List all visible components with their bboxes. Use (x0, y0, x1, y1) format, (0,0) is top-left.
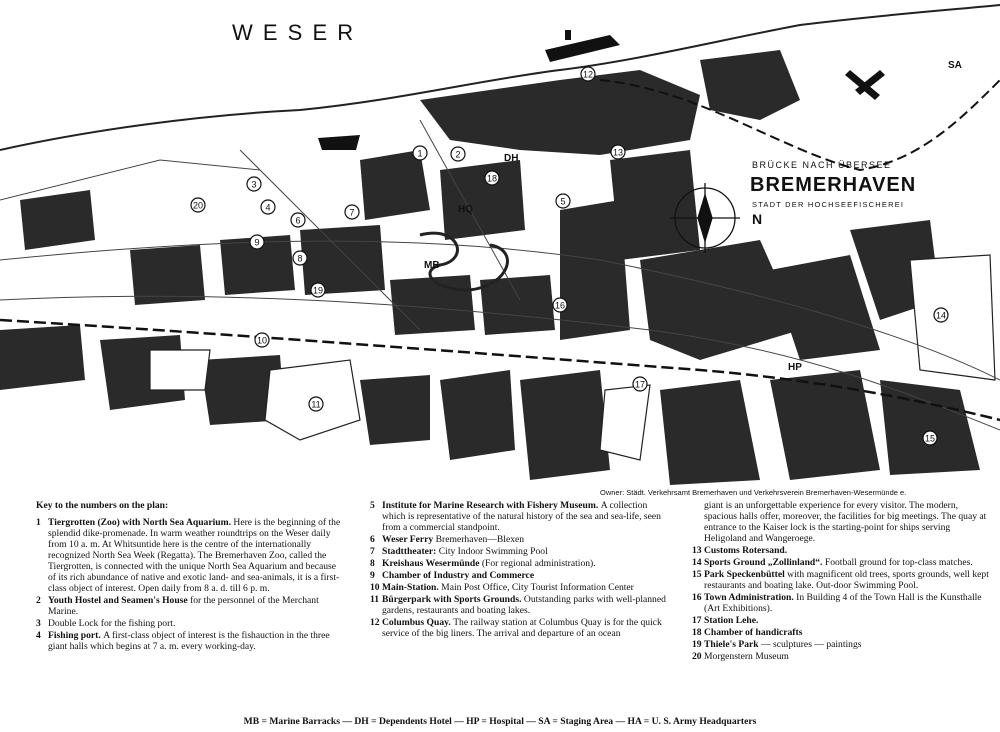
key-entry-name: Park Speckenbüttel (704, 569, 788, 580)
key-entry (370, 500, 670, 533)
key-entry-number: 3 (36, 618, 41, 629)
key-entry-description: Main Post Office, City Tourist Information Center (441, 582, 634, 593)
key-entry-text (48, 630, 341, 652)
key-entry-text (48, 517, 341, 594)
key-entry (692, 569, 992, 591)
key-entry-description: (For regional administration). (481, 558, 596, 569)
key-column-2 (370, 500, 670, 640)
key-column-3 (692, 500, 992, 663)
key-entry-text (704, 545, 787, 556)
key-entry-number: 9 (370, 570, 375, 581)
key-entry (36, 618, 341, 629)
key-entry (36, 630, 341, 652)
key-entry-name: Tiergrotten (Zoo) with North Sea Aquarium. (48, 517, 234, 528)
key-entry-text (704, 500, 992, 544)
key-entry-name: Fishing port. (48, 630, 104, 641)
key-entry (692, 615, 992, 626)
map-marker-label: 7 (349, 207, 355, 218)
key-entry-number: 14 (692, 557, 702, 568)
map-marker-label: 20 (192, 200, 204, 211)
key-entry-description: with magnificent old trees, sports grounds, well kept restaurants and boating lake. Out-door Swimming Pool. (704, 569, 989, 591)
staging-area-label: SA (948, 60, 962, 71)
area-code-hq: HQ (458, 204, 473, 215)
key-entry (692, 592, 992, 614)
area-code-dh: DH (504, 153, 519, 164)
key-entry-description: — sculptures — paintings (761, 639, 862, 650)
key-entry-text (382, 570, 534, 581)
map-marker-label: 5 (560, 196, 566, 207)
key-entry-description: for the personnel of the Merchant Marine. (48, 595, 319, 617)
map-marker-label: 15 (924, 433, 936, 444)
key-entry-name: Customs Rotersand. (704, 545, 788, 556)
key-entry-name: Kreishaus Wesermünde (382, 558, 482, 569)
key-entry-number: 18 (692, 627, 702, 638)
map-marker-label: 2 (455, 149, 461, 160)
key-entry-text (48, 595, 341, 617)
key-entry-text (704, 569, 992, 591)
key-entry-name: Town Administration. (704, 592, 797, 603)
key-entry (692, 545, 992, 556)
key-entry-text (382, 617, 670, 639)
key-entry-number: 19 (692, 639, 702, 650)
map-title: BREMERHAVEN (750, 174, 917, 196)
key-entry-text (382, 546, 548, 557)
key-entry (692, 627, 992, 638)
key-entry (370, 594, 670, 616)
key-entry-description: Outstanding parks with well-planned gardens, restaurants and boating lakes. (382, 594, 666, 616)
key-entry-number: 15 (692, 569, 702, 580)
key-column-1 (36, 500, 341, 653)
compass-north-label: N (752, 211, 763, 227)
key-entry-number (692, 500, 704, 544)
key-entry (36, 595, 341, 617)
key-entry-number: 10 (370, 582, 380, 593)
key-entry-description: Football ground for top-class matches. (824, 557, 973, 568)
key-entry-name: Chamber of handicrafts (704, 627, 803, 638)
key-entry (692, 639, 992, 650)
key-entry-text (704, 615, 758, 626)
key-entry-text (382, 594, 670, 616)
river-label: W E S E R (232, 20, 356, 45)
map-marker-label: 13 (612, 147, 624, 158)
map-title-top: BRÜCKE NACH ÜBERSEE (752, 160, 892, 170)
map-key (36, 500, 996, 710)
map-marker-label: 16 (554, 300, 566, 311)
map-marker-label: 14 (935, 310, 947, 321)
key-entry (370, 582, 670, 593)
key-entry (36, 517, 341, 594)
area-code-hp: HP (788, 362, 802, 373)
key-entry-name: Stadttheater: (382, 546, 439, 557)
key-entry-text (704, 627, 802, 638)
key-entry-description: The railway station at Columbus Quay is for the quick service of the big liners. The arrival and departure of an ocean (382, 617, 662, 639)
key-entry-description: Double Lock for the fishing port. (48, 618, 176, 629)
key-entry-text (704, 592, 992, 614)
key-entry-description: In Building 4 of the Town Hall is the Kunsthalle (Art Exhibitions). (704, 592, 982, 614)
key-entry-name: Weser Ferry (382, 534, 436, 545)
key-entry-description: A collection which is representative of the natural history of the sea and sea-life, seen from a commercial standpoint. (382, 500, 661, 533)
map-marker-label: 19 (312, 285, 324, 296)
key-entry-description: Here is the beginning of the splendid dike-promenade. In warm weather roundtrips on the Weser daily from 10 a. m. At Whitsuntide here is the centre of the internationally recognized North Sea Week (Regatta). The Bremerhaven Zoo, called the Tiergrotten, is connected with the unique North Sea Aquarium and because of its rich abundance of native and exotic land- and sea-animals, it is a first-class object of interest. Open daily from 8 a. d. till 6 p. m. (48, 517, 341, 594)
key-entry-name: Institute for Marine Research with Fishery Museum. (382, 500, 601, 511)
key-entry-text (382, 558, 596, 569)
key-entry-number: 20 (692, 651, 702, 662)
map-marker-label: 12 (582, 69, 594, 80)
key-entry-name: Chamber of Industry and Commerce (382, 570, 535, 581)
key-entry-number: 13 (692, 545, 702, 556)
map-marker-label: 17 (634, 379, 646, 390)
key-entry-text (704, 557, 973, 568)
key-entry-text (704, 639, 862, 650)
map-marker-label: 3 (251, 179, 257, 190)
key-entry-name: Columbus Quay. (382, 617, 454, 628)
key-entry-description: Bremerhaven—Blexen (435, 534, 525, 545)
key-entry-name: Thiele's Park (704, 639, 762, 650)
key-entry-description: City Indoor Swimming Pool (438, 546, 548, 557)
key-entry-name: Bürgerpark with Sports Grounds. (382, 594, 524, 605)
key-entry-number: 4 (36, 630, 41, 641)
map-marker-label: 4 (265, 202, 271, 213)
key-entry (692, 651, 992, 662)
key-entry-name: Youth Hostel and Seamen's House (48, 595, 191, 606)
key-entry-description: Morgenstern Museum (704, 651, 789, 662)
key-entry-number: 7 (370, 546, 375, 557)
owner-note: Owner: Städt. Verkehrsamt Bremerhaven und Verkehrsverein Bremerhaven-Wesermünde e. (600, 488, 907, 497)
key-entry-name: Station Lehe. (704, 615, 759, 626)
key-entry-number: 1 (36, 517, 41, 528)
key-entry-description: giant is an unforgettable experience for every visitor. The modern, spacious halls offer, moreover, the facilities for big meetings. The quay at entrance to the Kaiser lock is the starting-point for ships serving Heligoland and Wangeroege. (704, 500, 987, 544)
map-subtitle: STADT DER HOCHSEEFISCHEREI (752, 200, 905, 209)
key-entry (370, 570, 670, 581)
abbreviation-legend: MB = Marine Barracks — DH = Dependents Hotel — HP = Hospital — SA = Staging Area — HA = U. S. Army Headquarters (243, 716, 757, 727)
key-entry-name: Main-Station. (382, 582, 442, 593)
key-entry (370, 617, 670, 639)
key-entry-text (382, 500, 670, 533)
key-entry (370, 558, 670, 569)
key-entry-number: 2 (36, 595, 41, 606)
key-entry-text (382, 582, 634, 593)
map-marker-label: 6 (295, 215, 301, 226)
key-entry (692, 500, 992, 544)
key-entry-text (382, 534, 524, 545)
map-marker-label: 10 (256, 335, 268, 346)
key-entry-text (704, 651, 789, 662)
key-entry-number: 17 (692, 615, 702, 626)
map-marker-label: 18 (486, 173, 498, 184)
key-entry-description: A first-class object of interest is the fishauction in the three giant halls which begins at 7 a. m. every working-day. (48, 630, 330, 652)
key-entry-number: 6 (370, 534, 375, 545)
key-entry (692, 557, 992, 568)
area-code-mb: MB (424, 260, 440, 271)
key-entry (370, 534, 670, 545)
map-marker-label: 8 (297, 253, 303, 264)
map-marker-label: 1 (417, 148, 423, 159)
key-entry-text (48, 618, 175, 629)
key-entry-number: 16 (692, 592, 702, 603)
key-entry-number: 8 (370, 558, 375, 569)
key-entry-number: 12 (370, 617, 380, 628)
map-marker-label: 11 (311, 399, 321, 410)
key-entry-name: Sports Ground „Zollinland“. (704, 557, 825, 568)
key-title: Key to the numbers on the plan: (36, 500, 169, 511)
key-entry (370, 546, 670, 557)
map-marker-label: 9 (254, 237, 260, 248)
key-entry-number: 5 (370, 500, 375, 511)
key-entry-number: 11 (370, 594, 380, 605)
